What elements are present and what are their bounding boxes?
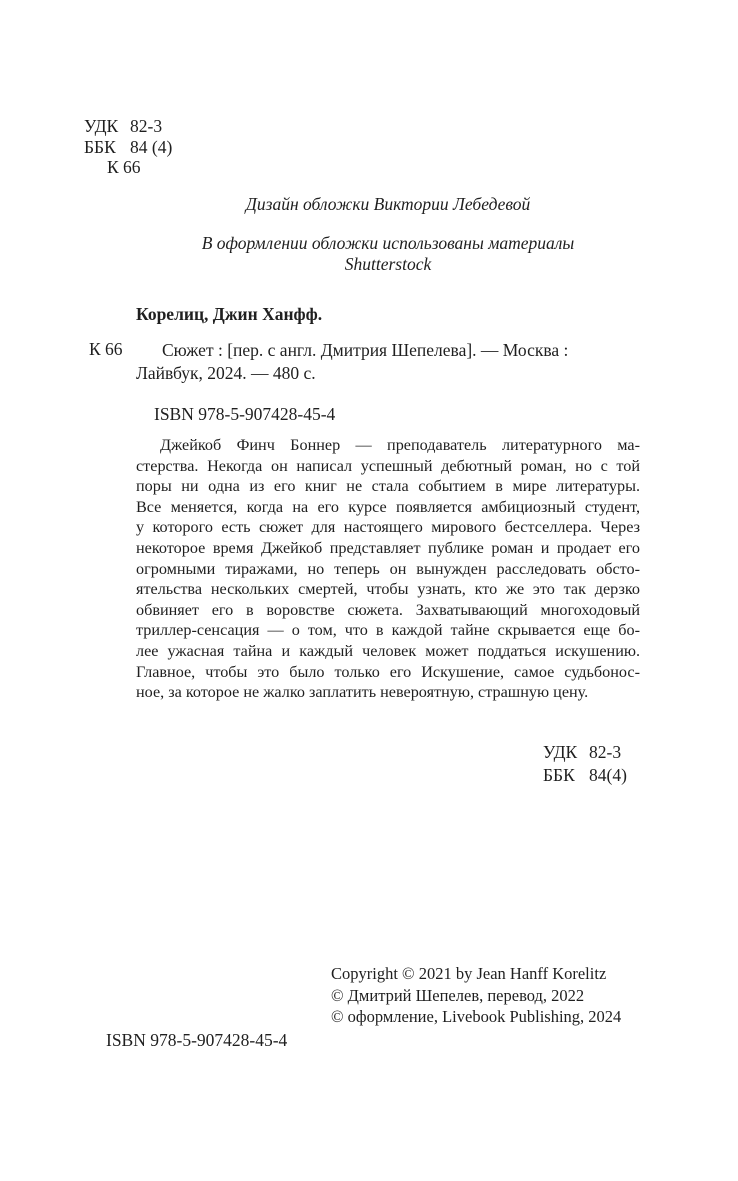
annotation-line: поры ни одна из его книг не стала событием в мире литературы. — [136, 477, 640, 496]
author-heading: Корелиц, Джин Ханфф. — [136, 304, 323, 324]
annotation-line: некоторое время Джейкоб представляет публике роман и продает его — [136, 538, 640, 557]
udk-value: 82-3 — [130, 116, 163, 136]
bbk-label: ББК — [84, 136, 116, 157]
bbk-code — [84, 137, 172, 158]
udk-code-bottom — [543, 741, 627, 764]
footer-isbn: ISBN 978-5-907428-45-4 — [106, 1030, 288, 1050]
bibliographic-description-line2: Лайвбук, 2024. — 480 с. — [136, 363, 316, 383]
udk-label: УДК — [84, 116, 119, 136]
annotation-line: у которого есть сюжет для настоящего мирового бестселлера. Через — [136, 518, 640, 537]
bbk-code-bottom — [543, 764, 627, 787]
bbk-value-bottom: 84(4) — [589, 765, 627, 785]
copyright-block — [331, 963, 621, 1028]
cover-design-credit: Дизайн обложки Виктории Лебедевой — [245, 194, 531, 214]
copyright-line: Copyright © 2021 by Jean Hanff Korelitz — [331, 964, 607, 983]
author-mark-top: К 66 — [107, 157, 141, 177]
bbk-label-bottom: ББК — [543, 765, 575, 785]
annotation-line: Все меняется, когда на его курсе появляется амбициозный студент, — [136, 497, 640, 516]
annotation-line: ное, за которое не жалко заплатить невероятную, страшную цену. — [136, 683, 589, 702]
bibliographic-description — [136, 339, 636, 385]
annotation — [136, 435, 640, 703]
udk-label-bottom: УДК — [543, 742, 578, 762]
annotation-line: лее ужасная тайна и каждый человек может поддаться искушению. — [136, 641, 640, 660]
annotation-line: стерства. Некогда он написал успешный дебютный роман, но с той — [136, 456, 640, 475]
annotation-line: ятельства нескольких смертей, чтобы узнать, кто же это так дерзко — [136, 580, 640, 599]
author-mark: К 66 — [89, 339, 123, 359]
cover-materials-credit — [130, 233, 646, 274]
udk-value-bottom: 82-3 — [589, 742, 622, 762]
classification-codes-top — [84, 116, 172, 178]
bbk-value: 84 (4) — [130, 136, 173, 157]
cover-materials-line1: В оформлении обложки использованы материалы — [201, 233, 575, 253]
annotation-line: огромными тиражами, но теперь он вынужден расследовать обсто- — [136, 559, 640, 578]
annotation-line: Джейкоб Финч Боннер — преподаватель литературного ма- — [160, 436, 640, 454]
copyright-line: © оформление, Livebook Publishing, 2024 — [331, 1007, 622, 1027]
copyright-line: © Дмитрий Шепелев, перевод, 2022 — [331, 985, 585, 1005]
bibliographic-description-line1: Сюжет : [пер. с англ. Дмитрия Шепелева]. — Москва : — [162, 340, 569, 360]
annotation-line: триллер-сенсация — о том, что в каждой тайне скрывается еще бо- — [136, 621, 640, 640]
udk-code — [84, 116, 172, 137]
classification-codes-bottom — [543, 741, 627, 787]
cover-materials-line2: Shutterstock — [344, 253, 432, 274]
annotation-line: обвиняет его в воровстве сюжета. Захватывающий многоходовый — [136, 600, 640, 619]
isbn-record: ISBN 978-5-907428-45-4 — [154, 404, 336, 424]
annotation-line: Главное, чтобы это было только его Искушение, самое судьбонос- — [136, 662, 640, 681]
